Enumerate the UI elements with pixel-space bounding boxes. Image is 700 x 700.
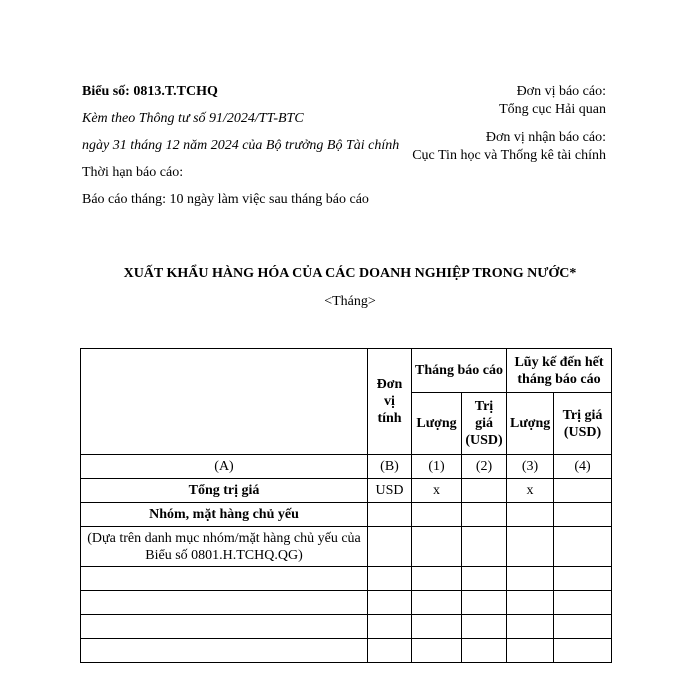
empty-cell[interactable]: [81, 639, 368, 663]
empty-cell[interactable]: [368, 639, 412, 663]
empty-cell[interactable]: [412, 591, 462, 615]
header-value-month: Trị giá (USD): [462, 393, 507, 455]
empty-cell[interactable]: [507, 527, 554, 567]
empty-cell[interactable]: [412, 567, 462, 591]
empty-cell[interactable]: [368, 503, 412, 527]
report-table: [80, 348, 612, 663]
header-month-report: Tháng báo cáo: [412, 349, 507, 393]
total-qty-cumulative: x: [507, 479, 554, 503]
empty-cell[interactable]: [507, 639, 554, 663]
header-quantity-cumulative: Lượng: [507, 393, 554, 455]
empty-cell[interactable]: [554, 567, 612, 591]
index-cell: (2): [462, 455, 507, 479]
deadline-value: Báo cáo tháng: 10 ngày làm việc sau tháng báo cáo: [82, 192, 369, 207]
empty-cell[interactable]: [412, 503, 462, 527]
index-cell: (1): [412, 455, 462, 479]
empty-cell[interactable]: [462, 503, 507, 527]
total-row: [81, 479, 612, 503]
report-title: XUẤT KHẨU HÀNG HÓA CỦA CÁC DOANH NGHIỆP TRONG NƯỚC*: [123, 266, 577, 281]
header-quantity-month: Lượng: [412, 393, 462, 455]
empty-cell[interactable]: [507, 615, 554, 639]
empty-cell[interactable]: [462, 615, 507, 639]
empty-cell[interactable]: [554, 503, 612, 527]
total-value-cumulative[interactable]: [554, 479, 612, 503]
index-cell: (3): [507, 455, 554, 479]
total-label: Tổng trị giá: [81, 479, 368, 503]
note-row: [81, 527, 612, 567]
deadline-label: Thời hạn báo cáo:: [82, 165, 184, 180]
empty-row: [81, 639, 612, 663]
empty-row: [81, 567, 612, 591]
index-cell: (B): [368, 455, 412, 479]
empty-cell[interactable]: [462, 567, 507, 591]
total-value-month[interactable]: [462, 479, 507, 503]
group-label: Nhóm, mặt hàng chủ yếu: [81, 503, 368, 527]
empty-cell[interactable]: [412, 639, 462, 663]
empty-cell[interactable]: [554, 615, 612, 639]
group-row: [81, 503, 612, 527]
empty-row: [81, 591, 612, 615]
index-row: [81, 455, 612, 479]
form-info: [82, 83, 402, 218]
empty-cell[interactable]: [462, 527, 507, 567]
empty-cell[interactable]: [554, 639, 612, 663]
empty-cell[interactable]: [507, 567, 554, 591]
reporting-unit-label: Đơn vị báo cáo:: [516, 84, 606, 99]
empty-cell[interactable]: [368, 591, 412, 615]
empty-cell[interactable]: [462, 639, 507, 663]
circular-date: ngày 31 tháng 12 năm 2024 của Bộ trưởng Bộ Tài chính: [82, 138, 400, 153]
form-code: Biểu số: 0813.T.TCHQ: [82, 84, 218, 99]
empty-cell[interactable]: [554, 591, 612, 615]
empty-cell[interactable]: [368, 567, 412, 591]
total-unit: USD: [368, 479, 412, 503]
empty-cell[interactable]: [81, 591, 368, 615]
report-period: <Tháng>: [324, 294, 376, 309]
empty-cell[interactable]: [507, 503, 554, 527]
note-label: (Dựa trên danh mục nhóm/mặt hàng chủ yếu của Biểu số 0801.H.TCHQ.QG): [81, 527, 368, 567]
unit-info: [406, 83, 606, 165]
empty-cell[interactable]: [554, 527, 612, 567]
empty-cell[interactable]: [507, 591, 554, 615]
empty-cell[interactable]: [368, 615, 412, 639]
header-item: [81, 349, 368, 455]
empty-cell[interactable]: [368, 527, 412, 567]
receiving-unit-label: Đơn vị nhận báo cáo:: [485, 130, 606, 145]
header-cumulative: Lũy kế đến hết tháng báo cáo: [507, 349, 612, 393]
empty-cell[interactable]: [412, 527, 462, 567]
receiving-unit: Cục Tin học và Thống kê tài chính: [412, 148, 606, 163]
attached-circular: Kèm theo Thông tư số 91/2024/TT-BTC: [82, 111, 304, 126]
header-unit: Đơn vị tính: [368, 349, 412, 455]
empty-cell[interactable]: [81, 615, 368, 639]
reporting-unit: Tổng cục Hải quan: [499, 102, 606, 117]
empty-cell[interactable]: [81, 567, 368, 591]
empty-cell[interactable]: [462, 591, 507, 615]
index-cell: (4): [554, 455, 612, 479]
empty-row: [81, 615, 612, 639]
total-qty-month: x: [412, 479, 462, 503]
index-cell: (A): [81, 455, 368, 479]
header-value-cumulative: Trị giá (USD): [554, 393, 612, 455]
empty-cell[interactable]: [412, 615, 462, 639]
